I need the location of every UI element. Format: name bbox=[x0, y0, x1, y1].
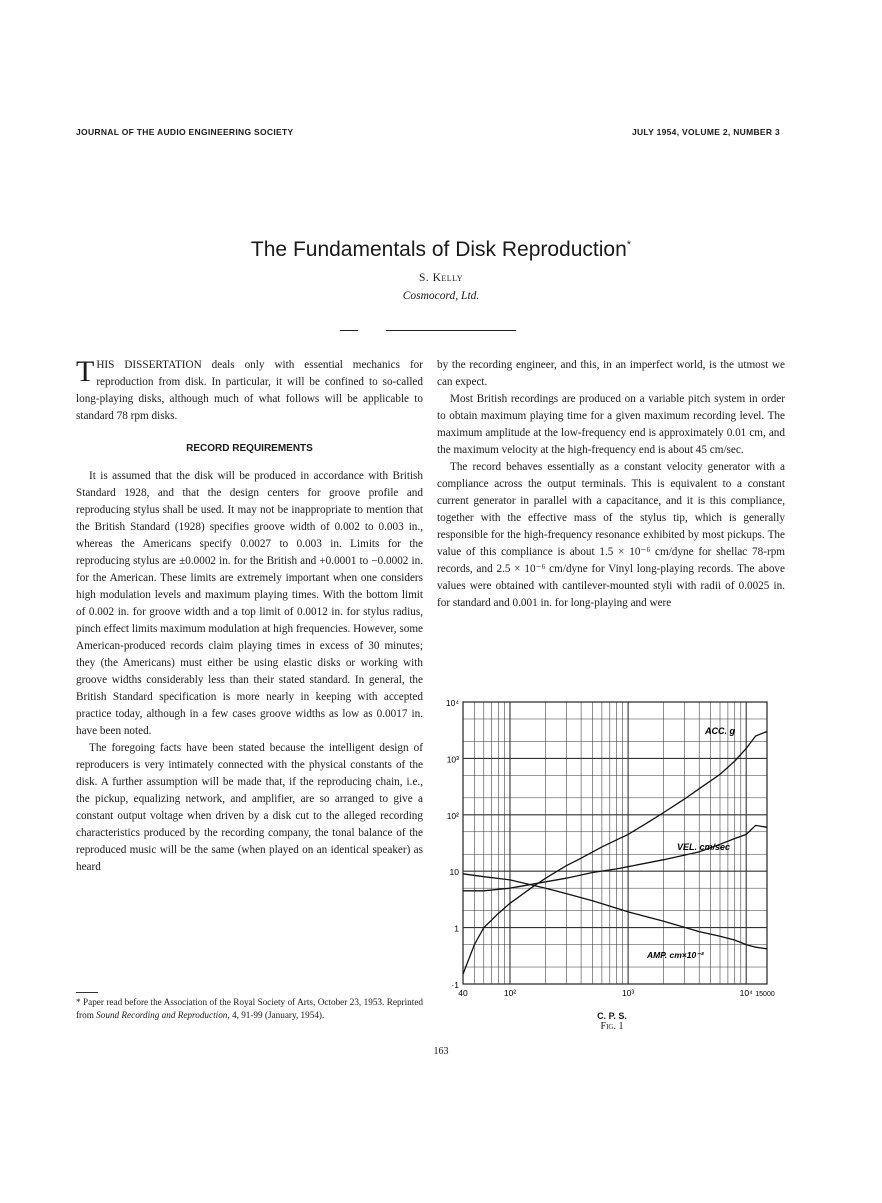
paragraph-foregoing-facts: The foregoing facts have been stated because the intelligent design of reproducers is very intimately connected with the physical constants of the disk. A further assumption will be made that, if the reproducing chain, i.e., the pickup, equalizing network, and amplifier, are so arranged to give a constant output voltage when driven by a disk cut to the alleged recording characteristics produced by the recording company, the tonal balance of the reproduced music will be the same (when played on an identical speaker) as heard bbox=[76, 742, 423, 873]
title-rule-long bbox=[386, 330, 516, 331]
author-name: S. Kelly bbox=[418, 272, 464, 284]
footnote-source: Sound Recording and Reproduction bbox=[96, 1010, 228, 1020]
intro-paragraph bbox=[76, 357, 423, 425]
series-labels bbox=[646, 726, 735, 960]
paragraph-record-requirements: It is assumed that the disk will be produced in accordance with British Standard 1928, and that the design centers for groove profile and reproducing stylus shall be used. It may not be inappropriate to mention that the British Standard (1928) specifies groove width of 0.002 to 0.003 in., whereas the Americans specify 0.0027 to 0.003 in. Limits for the reproducing stylus are ±0.0002 in. for the British and +0.0001 to −0.0002 in. for the American. These limits are extremely important when one considers high modulation levels and maximum playing times. With the bottom limit of 0.002 in. for groove width and a top limit of 0.0012 in. for stylus radius, pinch effect limits maximum modulation at high frequencies. However, some American-produced records claim playing times in excess of 30 minutes; they (the Americans) must either be using elastic disks or working with groove widths considerably less than their stated standard. In general, the British Standard specification is more nearly in keeping with accepted practice today, although in a few cases groove widths as low as 0.0017 in. have been noted. bbox=[76, 470, 423, 737]
x-tick-label: 40 bbox=[458, 988, 468, 998]
y-tick-label: 1 bbox=[454, 923, 459, 934]
page-number: 163 bbox=[433, 1046, 449, 1057]
article-title bbox=[0, 238, 882, 262]
y-tick-label: 10⁴ bbox=[445, 698, 459, 708]
title-footnote-mark: * bbox=[626, 239, 632, 251]
author-affiliation: Cosmocord, Ltd. bbox=[402, 290, 480, 302]
x-tick-label: 10³ bbox=[621, 988, 635, 998]
x-axis-label: C. P. S. bbox=[597, 1011, 627, 1021]
issue-header: JULY 1954, VOLUME 2, NUMBER 3 bbox=[631, 127, 780, 137]
chart-series bbox=[463, 732, 767, 975]
series-label-vel: VEL. cm/sec bbox=[677, 842, 731, 852]
paragraph-continuation: by the recording engineer, and this, in an imperfect world, is the utmost we can expect. bbox=[437, 359, 785, 388]
x-tick-label: 10⁴ bbox=[739, 988, 753, 998]
footnote-citation: , 4, 91-99 (January, 1954). bbox=[227, 1010, 325, 1020]
series-curve-0 bbox=[463, 732, 767, 975]
title-rule-short bbox=[340, 330, 358, 331]
figure-1-chart bbox=[437, 692, 787, 1012]
y-tick-label: 10² bbox=[446, 810, 459, 821]
footnote-rule bbox=[76, 992, 98, 993]
x-tick-label: 10² bbox=[503, 988, 517, 998]
title-text: The Fundamentals of Disk Reproduction bbox=[250, 238, 627, 261]
series-label-amp: AMP. cm×10⁻³ bbox=[647, 950, 704, 960]
left-column bbox=[76, 357, 423, 876]
x-tick-label: 15000 bbox=[755, 991, 775, 998]
drop-cap: T bbox=[76, 355, 95, 388]
series-curve-2 bbox=[463, 874, 767, 949]
section-heading-record-requirements: RECORD REQUIREMENTS bbox=[186, 443, 313, 454]
figure-caption: Fig. 1 bbox=[600, 1021, 624, 1032]
footnote-text: * Paper read before the Association of the Royal Society of Arts, October 23, 1953. Reprinted from bbox=[76, 997, 423, 1020]
series-label-acc: ACC. g bbox=[705, 726, 735, 736]
journal-name-header: JOURNAL OF THE AUDIO ENGINEERING SOCIETY bbox=[76, 127, 294, 137]
footnote bbox=[76, 996, 423, 1022]
y-tick-label: 10 bbox=[449, 867, 459, 878]
intro-text: HIS DISSERTATION deals only with essential mechanics for reproduction from disk. In particular, it will be confined to so-called long-playing disks, although much of what follows will be applicable to standard 78 rpm disks. bbox=[76, 359, 423, 422]
y-tick-label: 10³ bbox=[446, 754, 459, 765]
series-curve-1 bbox=[463, 825, 767, 890]
right-column bbox=[437, 357, 785, 612]
paragraph-british-recordings: Most British recordings are produced on a variable pitch system in order to obtain maximum playing time for a given maximum recording level. The maximum amplitude at the low-frequency end is approximately 0.01 cm, and the maximum velocity at the high-frequency end is about 45 cm/sec. bbox=[437, 393, 785, 456]
paragraph-record-behaves: The record behaves essentially as a constant velocity generator with a compliance across the output terminals. This is equivalent to a constant current generator in parallel with a capacitance, and it is this compliance, together with the effective mass of the stylus tip, which is generally responsible for the high-frequency resonance exhibited by most pickups. The value of this compliance is about 1.5 × 10⁻⁶ cm/dyne for shellac 78-rpm records, and 2.5 × 10⁻⁶ cm/dyne for Vinyl long-playing records. The above values were obtained with cantilever-mounted styli with radii of 0.0025 in. for standard and 0.001 in. for long-playing and were bbox=[437, 461, 785, 609]
y-tick-label: ·1 bbox=[451, 980, 459, 990]
